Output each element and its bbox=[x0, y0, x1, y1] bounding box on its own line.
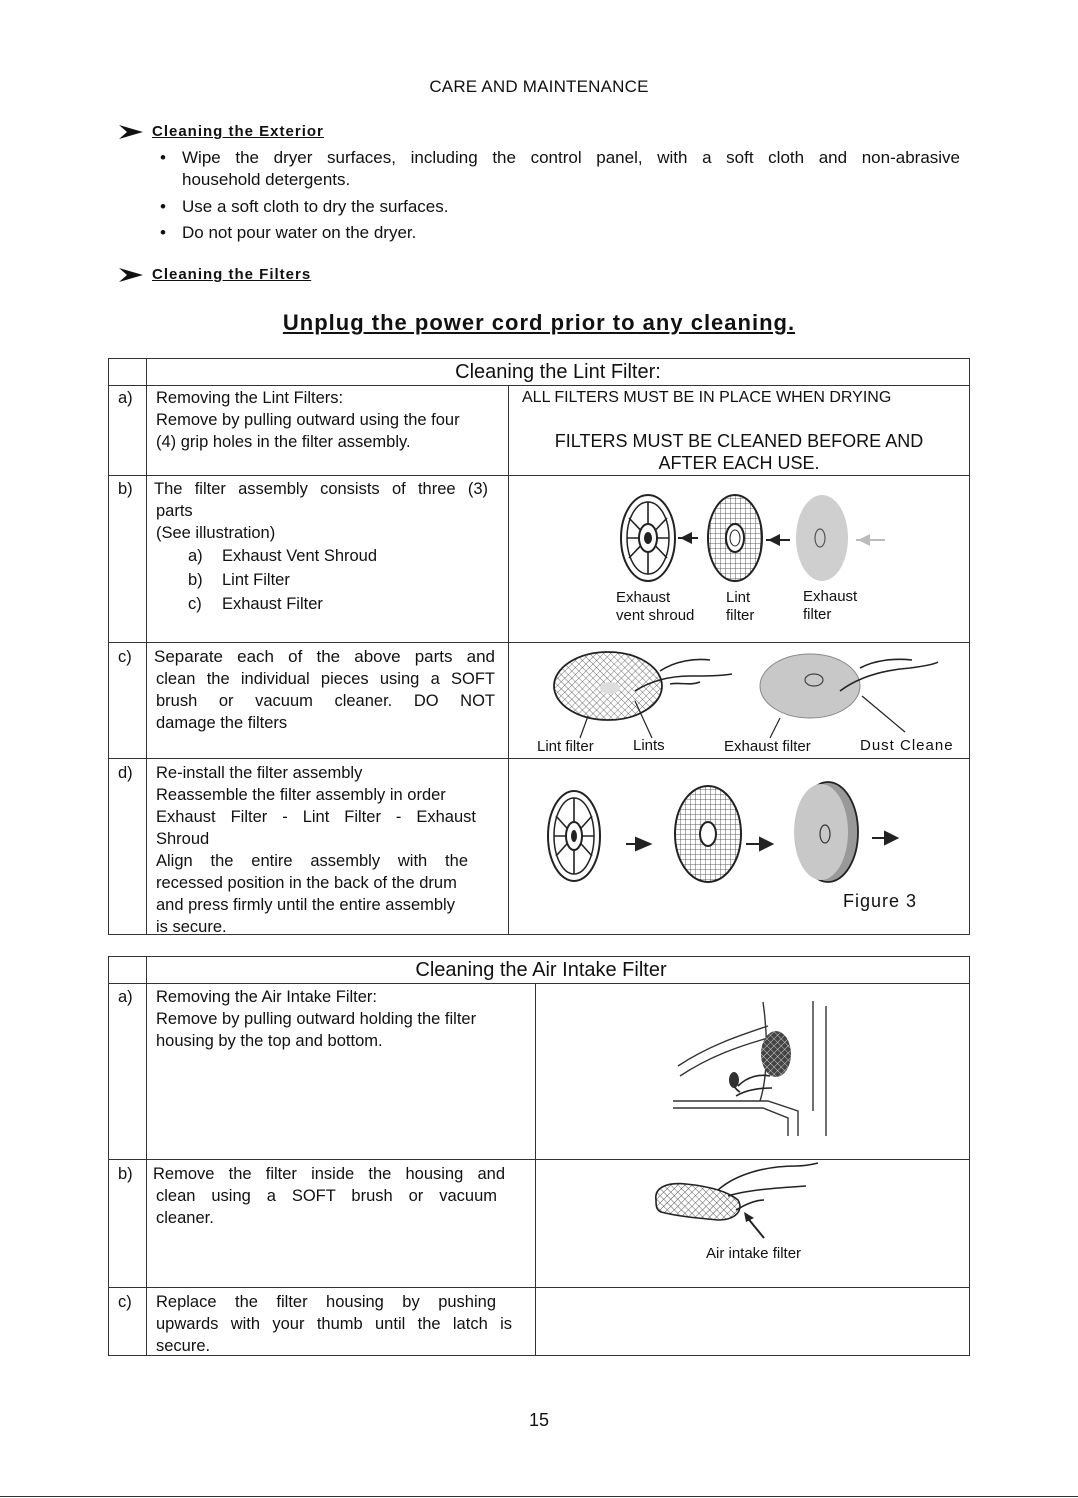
row-label: c) bbox=[118, 648, 132, 666]
row-text-line: Align the entire assembly with the bbox=[156, 852, 468, 870]
row-label: a) bbox=[118, 988, 133, 1006]
row-text-line: Removing the Lint Filters: bbox=[156, 389, 344, 407]
caption-exhaust-vent-shroud bbox=[616, 589, 694, 625]
page-number: 15 bbox=[528, 1410, 550, 1430]
cleaning-filters-illustration bbox=[540, 646, 960, 742]
row-label: a) bbox=[118, 389, 133, 407]
exhaust-filter-icon bbox=[796, 495, 848, 581]
air-intake-filter-icon bbox=[761, 1031, 791, 1077]
lint-filter-icon bbox=[708, 495, 762, 581]
table-divider bbox=[108, 983, 970, 984]
caption-lints: Lints bbox=[633, 737, 665, 754]
caption-exhaust-filter: Exhaust filter bbox=[724, 738, 811, 755]
table-divider bbox=[108, 642, 970, 643]
bullet-text: Wipe the dryer surfaces, including the control panel, with a soft cloth and non-abrasive bbox=[182, 148, 960, 167]
filters-in-place-note: ALL FILTERS MUST BE IN PLACE WHEN DRYING bbox=[522, 389, 892, 406]
clean-before-note: FILTERS MUST BE CLEANED BEFORE AND bbox=[554, 431, 924, 451]
bullet-text: Do not pour water on the dryer. bbox=[182, 223, 417, 242]
caption-air-intake-filter: Air intake filter bbox=[706, 1245, 802, 1262]
row-text-line: recessed position in the back of the drum bbox=[156, 874, 457, 892]
row-text-line: (4) grip holes in the filter assembly. bbox=[156, 433, 411, 451]
lint-table-title: Cleaning the Lint Filter: bbox=[455, 361, 661, 383]
bottom-rule bbox=[0, 1496, 1078, 1497]
exterior-heading: Cleaning the Exterior bbox=[152, 123, 324, 140]
caption-lint-filter: Lint filter bbox=[537, 738, 594, 755]
table-divider bbox=[108, 385, 970, 386]
list-item bbox=[160, 147, 962, 191]
exhaust-vent-shroud-icon bbox=[548, 791, 600, 881]
row-text-line: is secure. bbox=[156, 918, 227, 936]
filters-heading: Cleaning the Filters bbox=[152, 266, 312, 283]
air-table-title: Cleaning the Air Intake Filter bbox=[415, 959, 667, 981]
row-text-line: Exhaust Filter - Lint Filter - Exhaust bbox=[156, 808, 476, 826]
row-label: d) bbox=[118, 764, 133, 782]
exhaust-filter-icon bbox=[794, 782, 858, 882]
row-label: c) bbox=[118, 1293, 132, 1311]
row-text-line: Remove the filter inside the housing and bbox=[153, 1165, 505, 1183]
exhaust-vent-shroud-icon bbox=[621, 495, 675, 581]
row-text-line: Remove by pulling outward using the four bbox=[156, 411, 460, 429]
table-divider bbox=[108, 475, 970, 476]
row-text-line: Re-install the filter assembly bbox=[156, 764, 363, 782]
row-text-line: clean using a SOFT brush or vacuum bbox=[156, 1187, 497, 1205]
figure-label: Figure 3 bbox=[843, 891, 918, 911]
sub-item-label: c) bbox=[188, 595, 202, 613]
sub-item-label: a) bbox=[188, 547, 203, 565]
table-divider bbox=[535, 983, 536, 1356]
arrow-bullet-icon bbox=[118, 123, 144, 141]
table-divider bbox=[146, 956, 147, 1356]
sub-item-text: Lint Filter bbox=[222, 571, 290, 589]
bullet-text: Use a soft cloth to dry the surfaces. bbox=[182, 197, 449, 216]
row-text-line: cleaner. bbox=[156, 1209, 214, 1227]
row-text-line: secure. bbox=[156, 1337, 211, 1355]
bullet-text: household detergents. bbox=[182, 170, 351, 189]
row-text-line: Separate each of the above parts and bbox=[154, 647, 495, 666]
reinstall-illustration bbox=[540, 774, 920, 890]
page-header: CARE AND MAINTENANCE bbox=[429, 77, 649, 96]
bullet-icon: • bbox=[160, 148, 166, 167]
caption-line: vent shroud bbox=[616, 607, 695, 624]
caption-line: Exhaust bbox=[803, 588, 858, 605]
row-text-line: Replace the filter housing by pushing bbox=[156, 1293, 496, 1311]
row-label: b) bbox=[118, 1165, 133, 1183]
clean-before-note: AFTER EACH USE. bbox=[658, 453, 820, 473]
exterior-bullet-list bbox=[160, 147, 962, 247]
caption-line: filter bbox=[803, 606, 832, 623]
sub-item-label: b) bbox=[188, 571, 203, 589]
row-text-line: upwards with your thumb until the latch is bbox=[156, 1315, 512, 1333]
row-text-line: Remove by pulling outward holding the filter bbox=[156, 1010, 477, 1028]
lint-filter-icon bbox=[675, 786, 741, 882]
row-text-line: brush or vacuum cleaner. DO NOT bbox=[156, 692, 495, 710]
table-divider bbox=[108, 1159, 970, 1160]
caption-lint-filter bbox=[726, 589, 754, 625]
caption-dust-cleaner: Dust Cleane bbox=[860, 737, 954, 754]
warning-text: Unplug the power cord prior to any cleaning. bbox=[282, 310, 796, 335]
table-divider bbox=[146, 358, 147, 935]
bullet-icon: • bbox=[160, 223, 166, 242]
row-text-line: The filter assembly consists of three (3) bbox=[154, 480, 488, 498]
row-text-line: parts bbox=[156, 502, 193, 520]
row-label: b) bbox=[118, 480, 133, 498]
row-text-line: clean the individual pieces using a SOFT bbox=[156, 670, 495, 688]
row-text-line: Shroud bbox=[156, 830, 210, 848]
row-text-line: (See illustration) bbox=[156, 524, 276, 542]
table-divider bbox=[108, 1287, 970, 1288]
air-intake-filter-icon bbox=[656, 1184, 740, 1220]
sub-item-text: Exhaust Vent Shroud bbox=[222, 547, 378, 565]
air-filter-removal-illustration bbox=[668, 996, 838, 1146]
row-text-line: Reassemble the filter assembly in order bbox=[156, 786, 446, 804]
air-filter-brushing-illustration bbox=[646, 1160, 826, 1244]
list-item bbox=[160, 222, 962, 244]
caption-exhaust-filter bbox=[803, 588, 857, 624]
caption-line: Lint bbox=[726, 589, 751, 606]
list-item bbox=[160, 196, 962, 218]
caption-line: filter bbox=[726, 607, 755, 624]
bullet-icon: • bbox=[160, 197, 166, 216]
filter-assembly-illustration bbox=[600, 488, 900, 588]
table-divider bbox=[108, 758, 970, 759]
caption-line: Exhaust bbox=[616, 589, 671, 606]
row-text-line: damage the filters bbox=[156, 714, 288, 732]
arrow-bullet-icon bbox=[118, 266, 144, 284]
row-text-line: Removing the Air Intake Filter: bbox=[156, 988, 378, 1006]
row-text-line: and press firmly until the entire assembly bbox=[156, 896, 455, 914]
row-text-line: housing by the top and bottom. bbox=[156, 1032, 383, 1050]
exhaust-filter-icon bbox=[760, 654, 860, 718]
lint-filter-icon bbox=[554, 652, 662, 720]
sub-item-text: Exhaust Filter bbox=[222, 595, 323, 613]
